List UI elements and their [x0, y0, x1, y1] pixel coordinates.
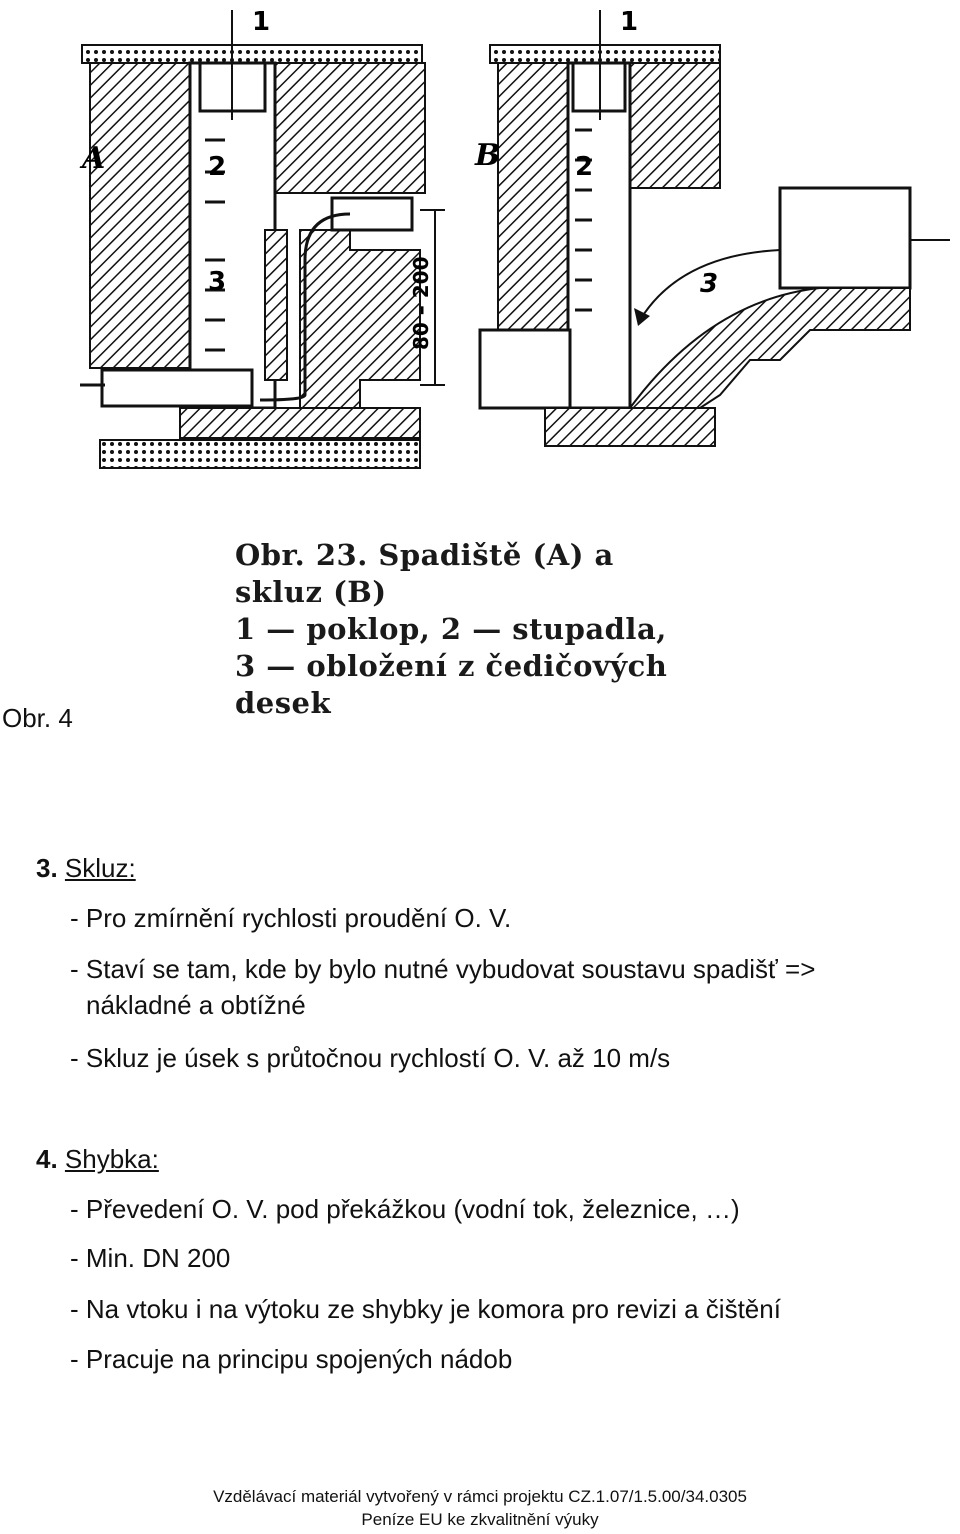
drawing-a-spadiste	[80, 10, 445, 468]
caption-line-2: skluz (B)	[235, 575, 387, 609]
section-4-line: - Min. DN 200	[70, 1243, 231, 1273]
footer-line-1: Vzdělávací materiál vytvořený v rámci projektu CZ.1.07/1.5.00/34.0305	[213, 1487, 747, 1506]
dimension-label: 80 – 200	[409, 256, 433, 350]
section-4-line: - Pracuje na principu spojených nádob	[70, 1344, 513, 1374]
section-3-title: Skluz:	[64, 853, 136, 883]
section-4-title: Shybka:	[64, 1144, 159, 1174]
callout-1-b: 1	[620, 7, 639, 37]
section-3-line: nákladné a obtížné	[86, 990, 306, 1020]
figure-label: Obr. 4	[2, 703, 73, 733]
section-4-line: - Převedení O. V. pod překážkou (vodní tok, železnice, …)	[70, 1194, 740, 1224]
section-3-number: 3.	[36, 853, 58, 883]
caption-line-4: 3 — obložení z čedičových	[235, 649, 668, 683]
section-3-heading	[36, 853, 136, 883]
footer-line-2: Peníze EU ke zkvalitnění výuky	[361, 1510, 599, 1529]
section-3-line: - Skluz je úsek s průtočnou rychlostí O. V. až 10 m/s	[70, 1043, 671, 1073]
section-3-line: - Staví se tam, kde by bylo nutné vybudovat soustavu spadišť =>	[70, 954, 816, 984]
drawing-b-skluz	[480, 10, 950, 446]
callout-2-a: 2	[208, 152, 227, 182]
figure-caption	[235, 537, 667, 722]
caption-line-3: 1 — poklop, 2 — stupadla,	[235, 612, 667, 646]
callout-3-b: 3	[700, 269, 719, 299]
section-3-line: - Pro zmírnění rychlosti proudění O. V.	[70, 903, 512, 933]
drawing-spadiste-skluz	[60, 0, 960, 490]
section-4-heading	[36, 1144, 159, 1174]
caption-line-1: Obr. 23. Spadiště (A) a	[235, 538, 614, 572]
label-b: B	[475, 138, 501, 173]
callout-3-a: 3	[208, 267, 227, 297]
caption-line-5: desek	[235, 686, 332, 720]
callout-2-b: 2	[575, 152, 594, 182]
section-4-line: - Na vtoku i na výtoku ze shybky je komora pro revizi a čištění	[70, 1294, 781, 1324]
label-a: A	[82, 141, 106, 176]
section-4-number: 4.	[36, 1144, 58, 1174]
callout-1-a: 1	[252, 7, 271, 37]
